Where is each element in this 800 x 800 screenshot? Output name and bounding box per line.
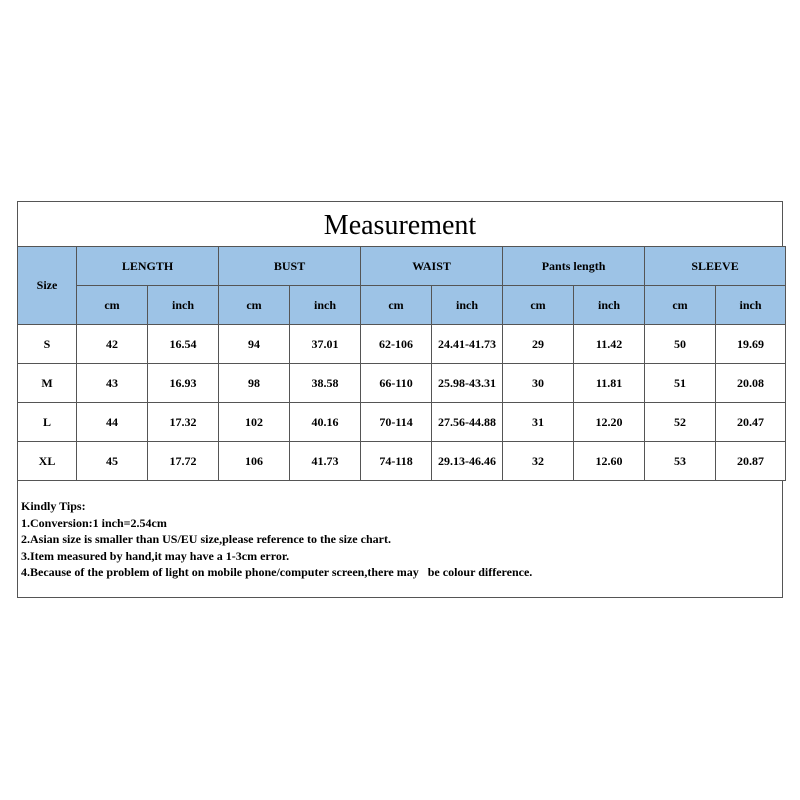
unit-header: inch [290,286,361,325]
tip-line: 1.Conversion:1 inch=2.54cm [21,515,167,530]
size-cell: M [18,364,77,403]
unit-header: cm [503,286,574,325]
value-cell: 30 [503,364,574,403]
value-cell: 42 [77,325,148,364]
size-table [17,246,786,481]
value-cell: 102 [219,403,290,442]
size-chart [17,201,783,598]
value-cell: 11.81 [574,364,645,403]
value-cell: 29 [503,325,574,364]
value-cell: 98 [219,364,290,403]
unit-header: cm [361,286,432,325]
value-cell: 11.42 [574,325,645,364]
value-cell: 17.72 [148,442,219,481]
value-cell: 41.73 [290,442,361,481]
table-row [18,325,786,364]
unit-header: cm [219,286,290,325]
value-cell: 20.47 [716,403,786,442]
tips-section [21,498,532,581]
table-row [18,364,786,403]
value-cell: 16.93 [148,364,219,403]
table-row [18,442,786,481]
chart-title: Measurement [18,202,782,248]
value-cell: 17.32 [148,403,219,442]
size-cell: XL [18,442,77,481]
unit-header-row [18,286,786,325]
unit-header: cm [645,286,716,325]
value-cell: 25.98-43.31 [432,364,503,403]
value-cell: 31 [503,403,574,442]
value-cell: 45 [77,442,148,481]
value-cell: 38.58 [290,364,361,403]
unit-header: cm [77,286,148,325]
value-cell: 12.20 [574,403,645,442]
value-cell: 74-118 [361,442,432,481]
group-header-sleeve: SLEEVE [645,247,786,286]
unit-header: inch [148,286,219,325]
value-cell: 94 [219,325,290,364]
value-cell: 19.69 [716,325,786,364]
value-cell: 106 [219,442,290,481]
value-cell: 16.54 [148,325,219,364]
table-row [18,403,786,442]
unit-header: inch [432,286,503,325]
value-cell: 29.13-46.46 [432,442,503,481]
group-header-pants-length: Pants length [503,247,645,286]
value-cell: 51 [645,364,716,403]
unit-header: inch [574,286,645,325]
group-header-length: LENGTH [77,247,219,286]
value-cell: 62-106 [361,325,432,364]
value-cell: 40.16 [290,403,361,442]
tip-line: 3.Item measured by hand,it may have a 1-3cm error. [21,548,290,563]
value-cell: 50 [645,325,716,364]
size-cell: S [18,325,77,364]
value-cell: 24.41-41.73 [432,325,503,364]
value-cell: 27.56-44.88 [432,403,503,442]
group-header-waist: WAIST [361,247,503,286]
value-cell: 20.87 [716,442,786,481]
tip-line: 2.Asian size is smaller than US/EU size,please reference to the size chart. [21,532,391,546]
value-cell: 37.01 [290,325,361,364]
tips-heading: Kindly Tips: [21,499,86,513]
value-cell: 52 [645,403,716,442]
value-cell: 43 [77,364,148,403]
unit-header: inch [716,286,786,325]
value-cell: 66-110 [361,364,432,403]
value-cell: 20.08 [716,364,786,403]
value-cell: 32 [503,442,574,481]
value-cell: 70-114 [361,403,432,442]
size-cell: L [18,403,77,442]
value-cell: 12.60 [574,442,645,481]
group-header-row [18,247,786,286]
size-header: Size [18,247,77,325]
tip-line: 4.Because of the problem of light on mobile phone/computer screen,there may be colour difference. [21,565,533,579]
group-header-bust: BUST [219,247,361,286]
value-cell: 44 [77,403,148,442]
value-cell: 53 [645,442,716,481]
